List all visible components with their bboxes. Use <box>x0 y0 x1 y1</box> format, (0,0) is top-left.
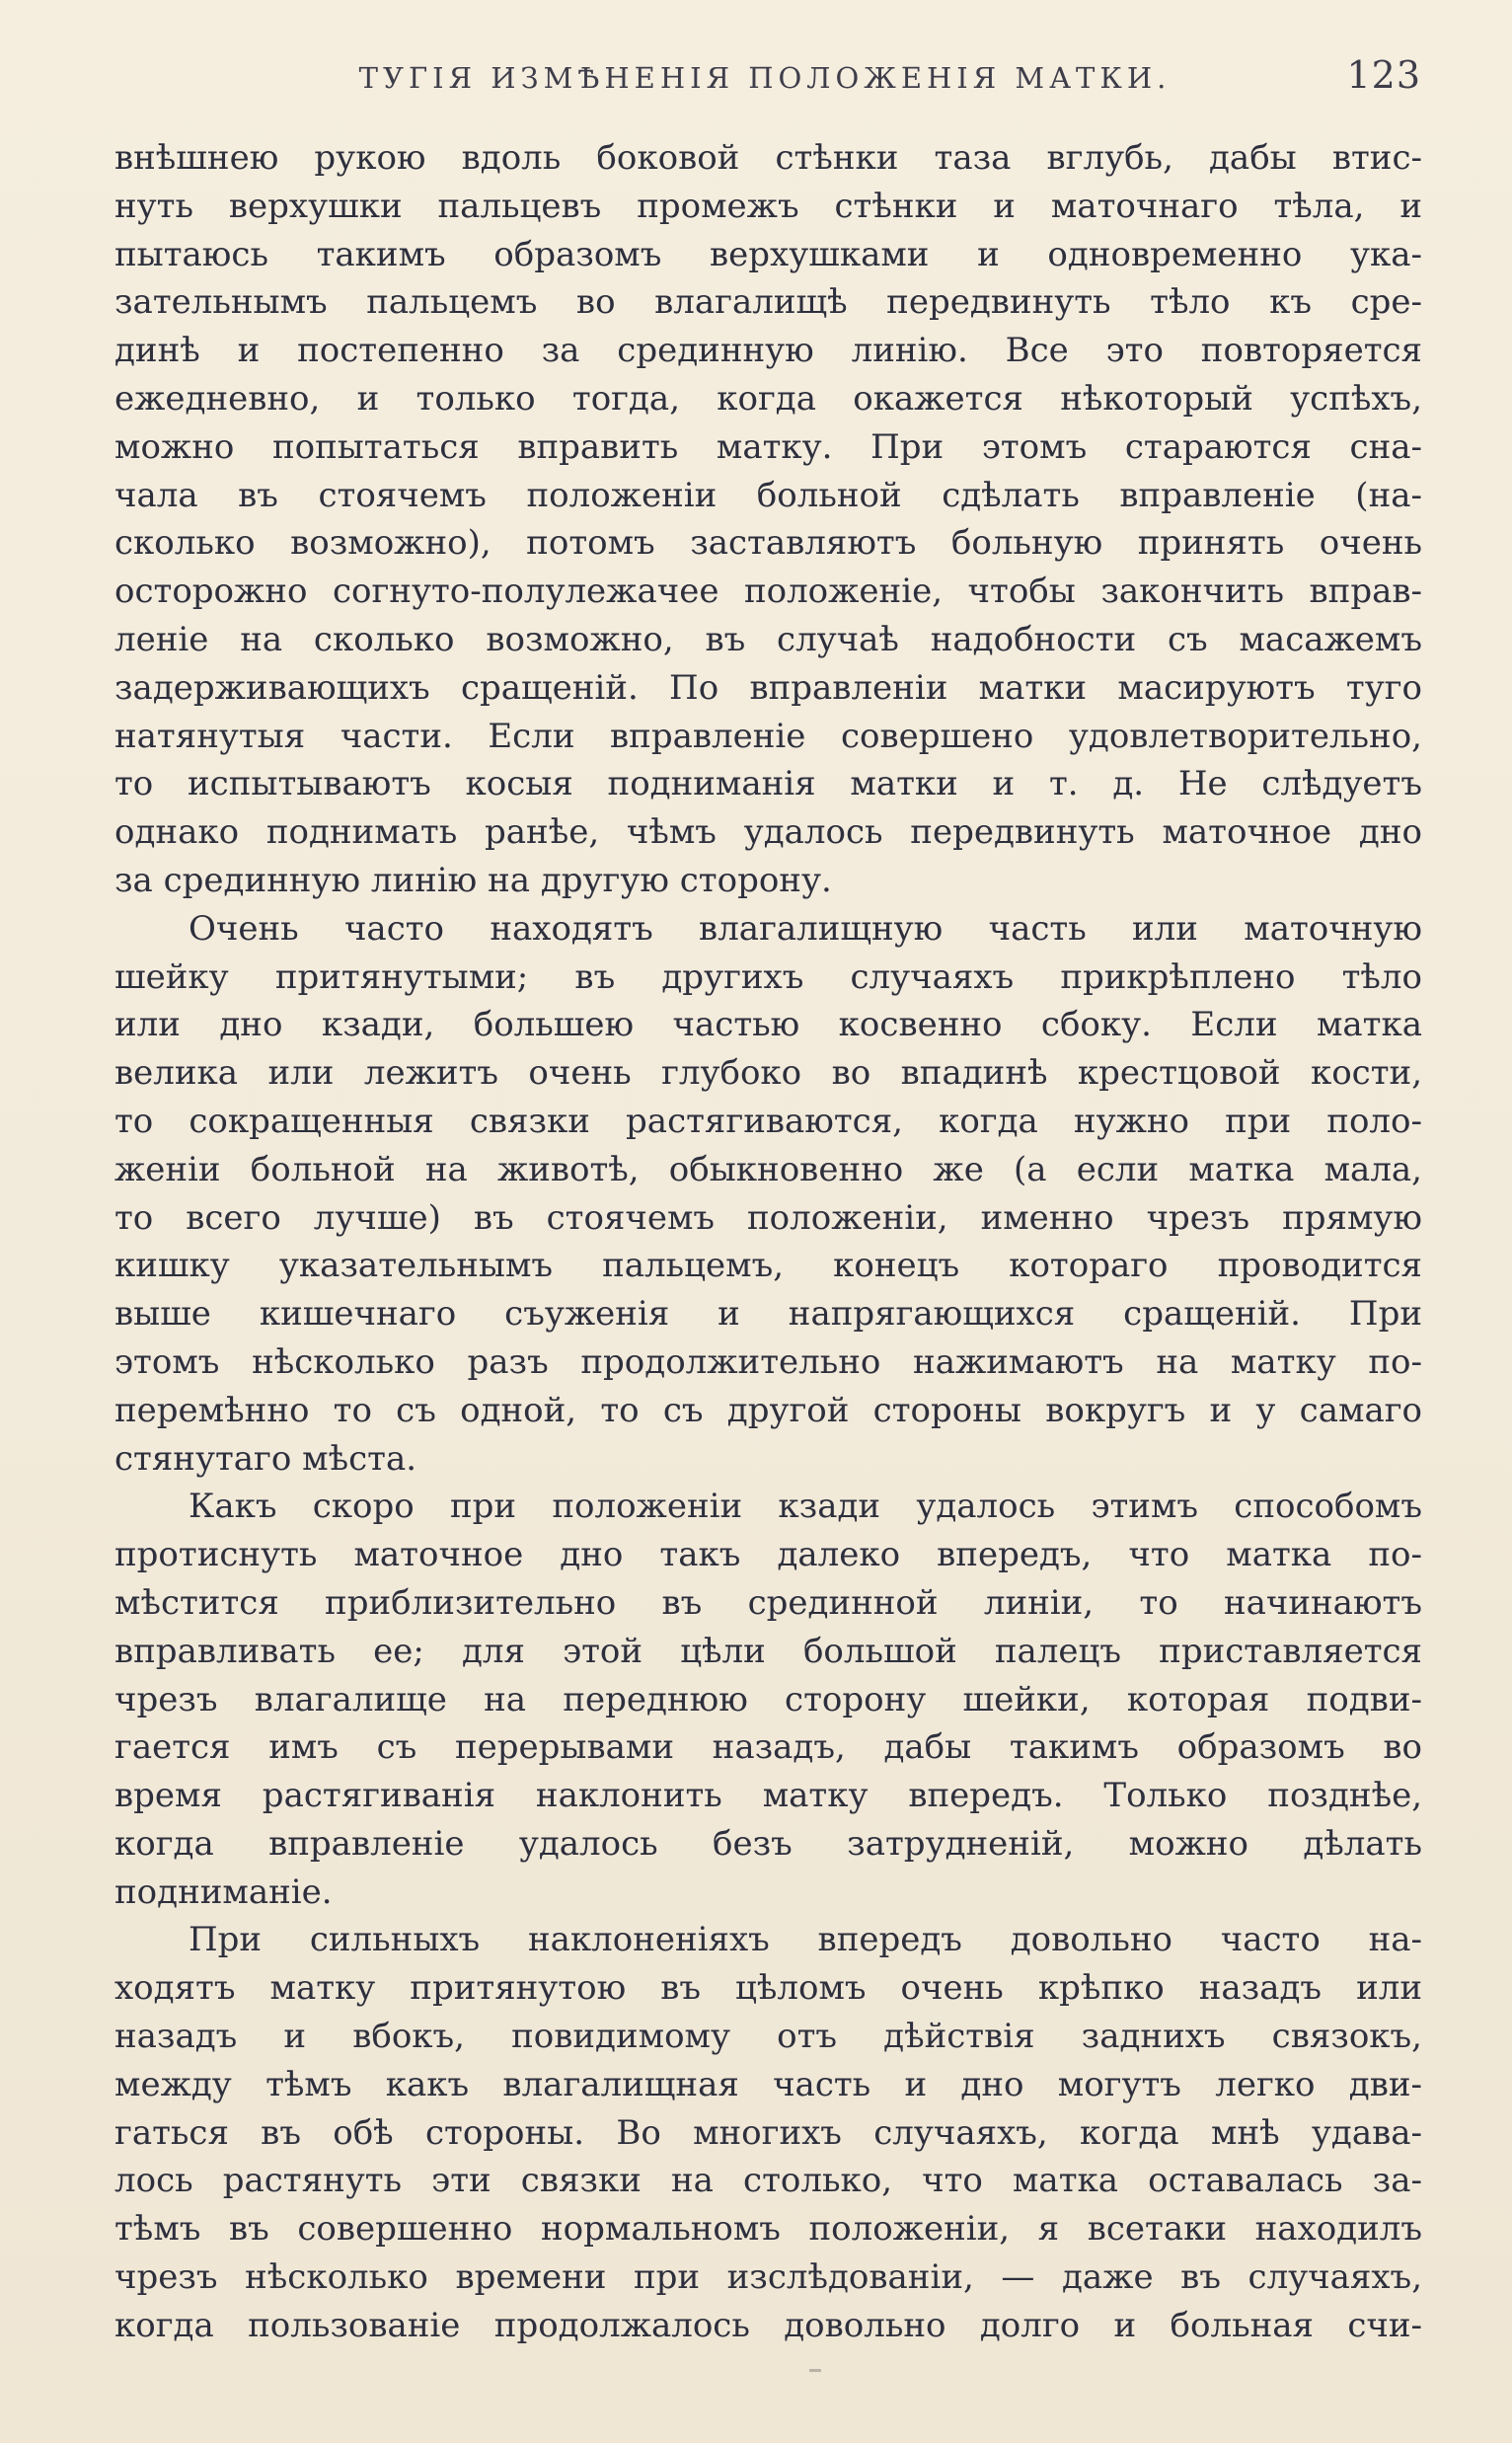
text-line: можно попытаться вправить матку. При этомъ стараются сна- <box>114 426 1422 467</box>
text-line: задерживающихъ сращеній. По вправленіи матки масируютъ туго <box>114 667 1422 708</box>
text-line: то сокращенныя связки растягиваются, когда нужно при поло- <box>114 1101 1422 1141</box>
text-line: чрезъ влагалище на переднюю сторону шейки, которая подви- <box>114 1679 1422 1719</box>
text-line: динѣ и постепенно за срединную линію. Все это повторяется <box>114 331 1422 371</box>
text-line: внѣшнею рукою вдоль боковой стѣнки таза вглубь, дабы втис- <box>114 138 1422 178</box>
text-line: лось растянуть эти связки на столько, что матка оставалась за- <box>114 2161 1422 2201</box>
text-line: велика или лежитъ очень глубоко во впадинѣ крестцовой кости, <box>114 1053 1422 1094</box>
text-line: кишку указательнымъ пальцемъ, конецъ котораго проводится <box>114 1246 1422 1286</box>
text-line: время растягиванія наклонить матку впередъ. Только позднѣе, <box>114 1776 1422 1816</box>
text-line: гаться въ обѣ стороны. Во многихъ случаяхъ, когда мнѣ удава- <box>114 2112 1422 2153</box>
text-line: При сильныхъ наклоненіяхъ впередъ довольно часто на- <box>189 1920 1422 1960</box>
paragraph-2 <box>114 905 1422 1484</box>
running-title: ТУГІЯ ИЗМѢНЕНІЯ ПОЛОЖЕНІЯ МАТКИ. <box>358 61 1172 95</box>
text-line: когда пользованіе продолжалось довольно долго и больная счи- <box>114 2305 1422 2345</box>
text-line: стянутаго мѣста. <box>114 1438 417 1479</box>
text-line: между тѣмъ какъ влагалищная часть и дно могутъ легко дви- <box>114 2064 1422 2104</box>
text-line: чрезъ нѣсколько времени при изслѣдованіи, — даже въ случаяхъ, <box>114 2257 1422 2298</box>
text-line: нуть верхушки пальцевъ промежъ стѣнки и маточнаго тѣла, и <box>114 186 1422 226</box>
body-text <box>114 134 1422 2350</box>
text-line: шейку притянутыми; въ другихъ случаяхъ прикрѣплено тѣло <box>114 956 1422 997</box>
text-line: гается имъ съ перерывами назадъ, дабы такимъ образомъ во <box>114 1727 1422 1768</box>
text-line: Какъ скоро при положеніи кзади удалось этимъ способомъ <box>189 1487 1422 1527</box>
text-line: мѣстится приблизительно въ срединной линіи, то начинаютъ <box>114 1582 1422 1623</box>
print-mark <box>809 2369 821 2372</box>
text-line: тѣмъ въ совершенно нормальномъ положеніи, я всетаки находилъ <box>114 2209 1422 2250</box>
text-line: женіи больной на животѣ, обыкновенно же (а если матка мала, <box>114 1149 1422 1189</box>
text-line: протиснуть маточное дно такъ далеко впередъ, что матка по- <box>114 1535 1422 1575</box>
page-header <box>109 49 1421 109</box>
text-line: зательнымъ пальцемъ во влагалищѣ передвинуть тѣло къ сре- <box>114 282 1422 323</box>
text-line: то всего лучше) въ стоячемъ положеніи, именно чрезъ прямую <box>114 1197 1422 1238</box>
page-number: 123 <box>1346 53 1421 97</box>
text-line: выше кишечнаго съуженія и напрягающихся сращеній. При <box>114 1294 1422 1335</box>
paragraph-3 <box>114 1483 1422 1916</box>
text-line: перемѣнно то съ одной, то съ другой стороны вокругъ и у самаго <box>114 1390 1422 1430</box>
text-line: осторожно согнуто-полулежачее положеніе, чтобы закончить вправ- <box>114 572 1422 612</box>
text-line: пытаюсь такимъ образомъ верхушками и одновременно ука- <box>114 234 1422 274</box>
text-line: ходятъ матку притянутою въ цѣломъ очень крѣпко назадъ или <box>114 1968 1422 2009</box>
text-line: или дно кзади, большею частью косвенно сбоку. Если матка <box>114 1005 1422 1045</box>
paragraph-4 <box>114 1916 1422 2349</box>
text-line: вправливать ее; для этой цѣли большой палецъ приставляется <box>114 1631 1422 1671</box>
text-line: то испытываютъ косыя подниманія матки и т. д. Не слѣдуетъ <box>114 764 1422 804</box>
paragraph-1 <box>114 134 1422 905</box>
text-line: чала въ стоячемъ положеніи больной сдѣлать вправленіе (на- <box>114 475 1422 515</box>
text-line: однако поднимать ранѣе, чѣмъ удалось передвинуть маточное дно <box>114 812 1422 853</box>
text-line: ежедневно, и только тогда, когда окажется нѣкоторый успѣхъ, <box>114 378 1422 419</box>
text-line: леніе на сколько возможно, въ случаѣ надобности съ масажемъ <box>114 619 1422 659</box>
text-line: назадъ и вбокъ, повидимому отъ дѣйствія заднихъ связокъ, <box>114 2017 1422 2057</box>
text-line: подниманіе. <box>114 1871 333 1912</box>
text-line: Очень часто находятъ влагалищную часть или маточную <box>189 908 1422 949</box>
text-line: этомъ нѣсколько разъ продолжительно нажимаютъ на матку по- <box>114 1341 1422 1382</box>
text-line: сколько возможно), потомъ заставляютъ больную принять очень <box>114 523 1422 564</box>
text-line: за срединную линію на другую сторону. <box>114 860 832 900</box>
text-line: натянутыя части. Если вправленіе совершено удовлетворительно, <box>114 716 1422 756</box>
text-line: когда вправленіе удалось безъ затрудненій, можно дѣлать <box>114 1823 1422 1864</box>
